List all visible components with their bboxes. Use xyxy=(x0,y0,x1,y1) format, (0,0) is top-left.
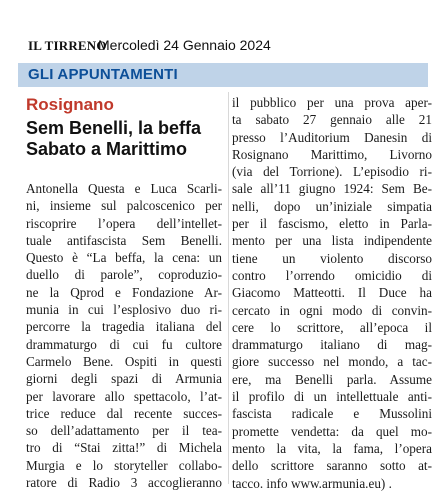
body-line: fascista radicale e Mussolini xyxy=(232,406,432,422)
body-line: cercato in ogni modo di convin- xyxy=(232,302,432,318)
body-line: Giacomo Matteotti. Il Duce ha xyxy=(232,285,432,301)
body-line: Questo è “La beffa, la cena: un xyxy=(26,250,222,266)
body-line: duello di parole”, coproduzio- xyxy=(26,267,222,283)
article-body-right-column xyxy=(232,94,432,492)
body-line: giorni degli spazi di Armunia xyxy=(26,371,222,387)
body-line: mento la vita, la fama, l’opera xyxy=(232,440,432,456)
body-line: nelli, dopo un’iniziale simpatia xyxy=(232,198,432,214)
body-line: il profilo di un intellettuale anti- xyxy=(232,389,432,405)
article-headline xyxy=(26,118,226,160)
newspaper-masthead: IL TIRRENO xyxy=(28,38,107,53)
body-line: tacco. info www.armunia.eu) . xyxy=(232,475,392,491)
body-line: munia in cui l’esplosivo duo ri- xyxy=(26,302,222,318)
body-line: tuale antifascista Sem Benelli. xyxy=(26,232,222,248)
body-line: giore successo nel mondo, a tac- xyxy=(232,354,432,370)
body-line: tro di “Stai zitta!” di Michela xyxy=(26,440,222,456)
headline-line: Sem Benelli, la beffa xyxy=(26,118,202,138)
body-line: promette vendetta: da quel mo- xyxy=(232,423,432,439)
body-line: percorre la tragedia italiana del xyxy=(26,319,222,335)
body-line: il pubblico per una prova aper- xyxy=(232,95,432,110)
body-line: Antonella Questa e Luca Scarli- xyxy=(26,181,222,196)
article-place: Rosignano xyxy=(26,95,114,114)
headline-line: Sabato a Marittimo xyxy=(26,139,188,159)
body-line: per lavorare allo spettacolo, l’at- xyxy=(26,388,222,404)
issue-date: Mercoledì 24 Gennaio 2024 xyxy=(98,37,271,53)
body-line: dello scrittore saranno sotto at- xyxy=(232,458,432,474)
body-line: ni, insieme sul palcoscenico per xyxy=(26,198,222,214)
body-line: presso l’Auditorium Danesin di xyxy=(232,129,432,145)
body-line: ratore di Radio 3 accoglieranno xyxy=(26,475,222,491)
body-line: ere, ma Benelli parla. Assume xyxy=(232,371,432,387)
body-line: riscoprire l’opera dell’intellet- xyxy=(26,215,222,231)
body-line: mento per una lista indipendente xyxy=(232,233,432,249)
body-line: Murgia e lo storyteller collabo- xyxy=(26,457,222,473)
body-line: trice reduce dal recente succes- xyxy=(26,405,222,421)
body-line: drammaturgo di cui fu cultore xyxy=(26,336,222,352)
body-line: ne la Qprod e Fondazione Ar- xyxy=(26,284,222,300)
column-divider xyxy=(228,92,229,484)
body-line: Carmelo Bene. Ospiti in questi xyxy=(26,353,222,369)
body-line: tiene un violento discorso xyxy=(232,250,432,266)
section-title: GLI APPUNTAMENTI xyxy=(28,66,178,83)
body-line: Rosignano Marittimo, Livorno xyxy=(232,146,432,162)
body-line: so dell’adattamento per il tea- xyxy=(26,423,222,439)
newspaper-header xyxy=(0,0,447,60)
body-line: contro l’orrendo omicidio di xyxy=(232,267,432,283)
body-line: cere lo scrittore, all’epoca il xyxy=(232,319,432,335)
body-line: (via del Torrione). L’episodio ri- xyxy=(232,164,432,180)
article-body-left-column xyxy=(26,180,222,491)
body-line: ta sabato 27 gennaio alle 21 xyxy=(232,112,432,128)
body-line: sale all’11 giugno 1924: Sem Be- xyxy=(232,181,432,197)
body-line: drammaturgo italiano di mag- xyxy=(232,337,432,353)
body-line: per il fascismo, eletto in Parla- xyxy=(232,216,432,232)
